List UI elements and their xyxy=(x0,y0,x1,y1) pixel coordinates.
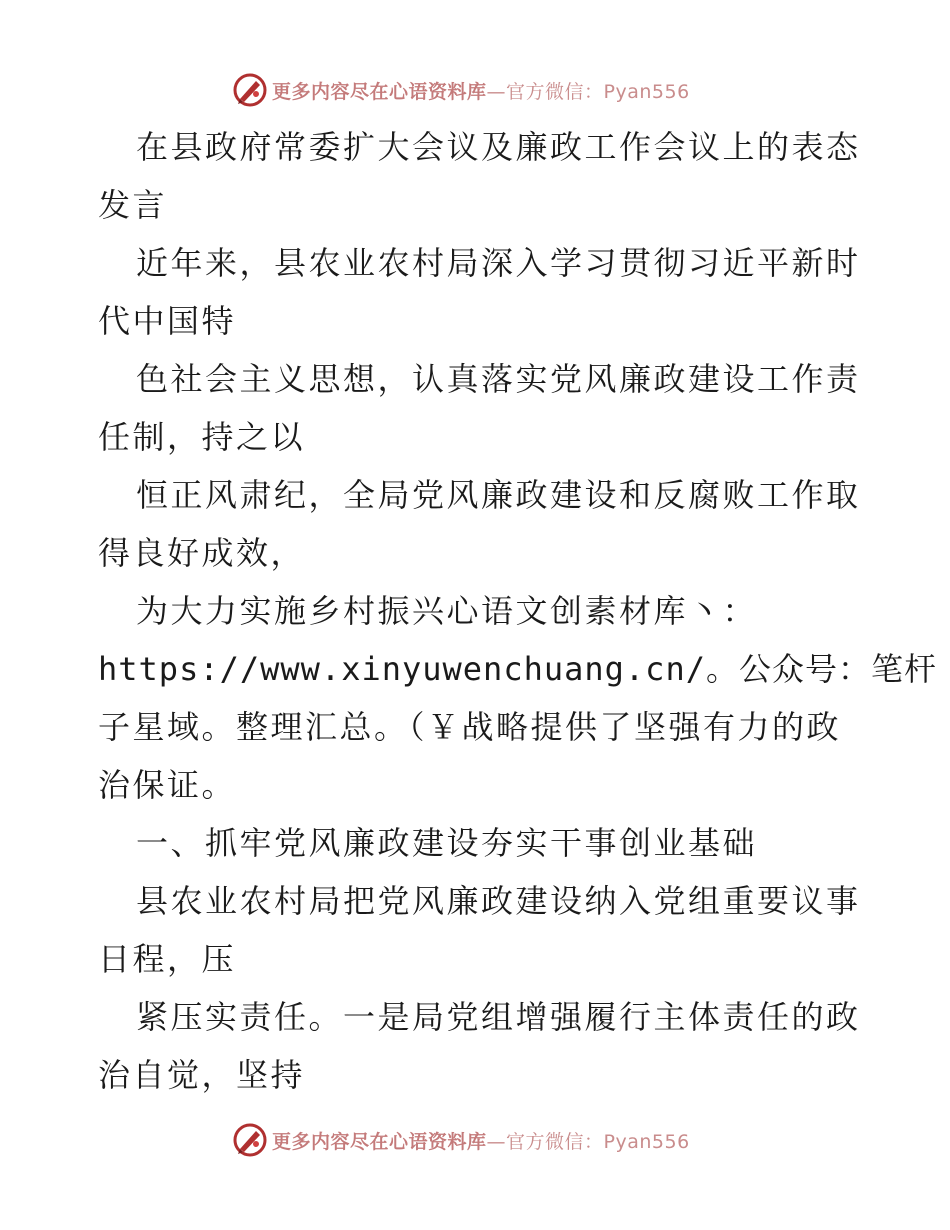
text-line: 为大力实施乡村振兴心语文创素材库丶： xyxy=(136,592,758,630)
text-line: 色社会主义思想，认真落实党风廉政建设工作责 xyxy=(136,360,861,398)
text-line: 县农业农村局把党风廉政建设纳入党组重要议事 xyxy=(136,882,861,920)
pen-logo-icon xyxy=(232,1122,268,1158)
text-line: 治保证。 xyxy=(98,766,237,804)
text-line: 日程，压 xyxy=(98,940,237,978)
text-line: 发言 xyxy=(98,186,168,224)
text-line: 代中国特 xyxy=(98,302,237,340)
banner-separator: — xyxy=(486,80,507,103)
text-line: 恒正风肃纪，全局党风廉政建设和反腐败工作取 xyxy=(136,476,861,514)
banner-wechat: 官方微信：Pyan556 xyxy=(506,1130,690,1153)
banner-wechat: 官方微信：Pyan556 xyxy=(506,80,690,103)
text-line: https://www.xinyuwenchuang.cn/。公众号：笔杆 xyxy=(98,650,937,688)
text-line: 紧压实责任。一是局党组增强履行主体责任的政 xyxy=(136,998,861,1036)
text-line: 子星域。整理汇总。（￥战略提供了坚强有力的政 xyxy=(98,708,842,746)
text-line: 在县政府常委扩大会议及廉政工作会议上的表态 xyxy=(136,128,861,166)
banner-site-name: 更多内容尽在心语资料库 xyxy=(272,1130,487,1153)
text-line: 任制，持之以 xyxy=(98,418,306,456)
text-line: 得良好成效， xyxy=(98,534,306,572)
header-banner xyxy=(232,70,690,110)
text-line: 近年来，县农业农村局深入学习贯彻习近平新时 xyxy=(136,244,861,282)
text-line: 治自觉，坚持 xyxy=(98,1056,306,1094)
document-body xyxy=(98,118,937,1104)
text-line: 一、抓牢党风廉政建设夯实干事创业基础 xyxy=(136,824,758,862)
pen-logo-icon xyxy=(232,72,268,108)
footer-banner xyxy=(232,1120,690,1160)
banner-site-name: 更多内容尽在心语资料库 xyxy=(272,80,487,103)
banner-separator: — xyxy=(486,1130,507,1153)
